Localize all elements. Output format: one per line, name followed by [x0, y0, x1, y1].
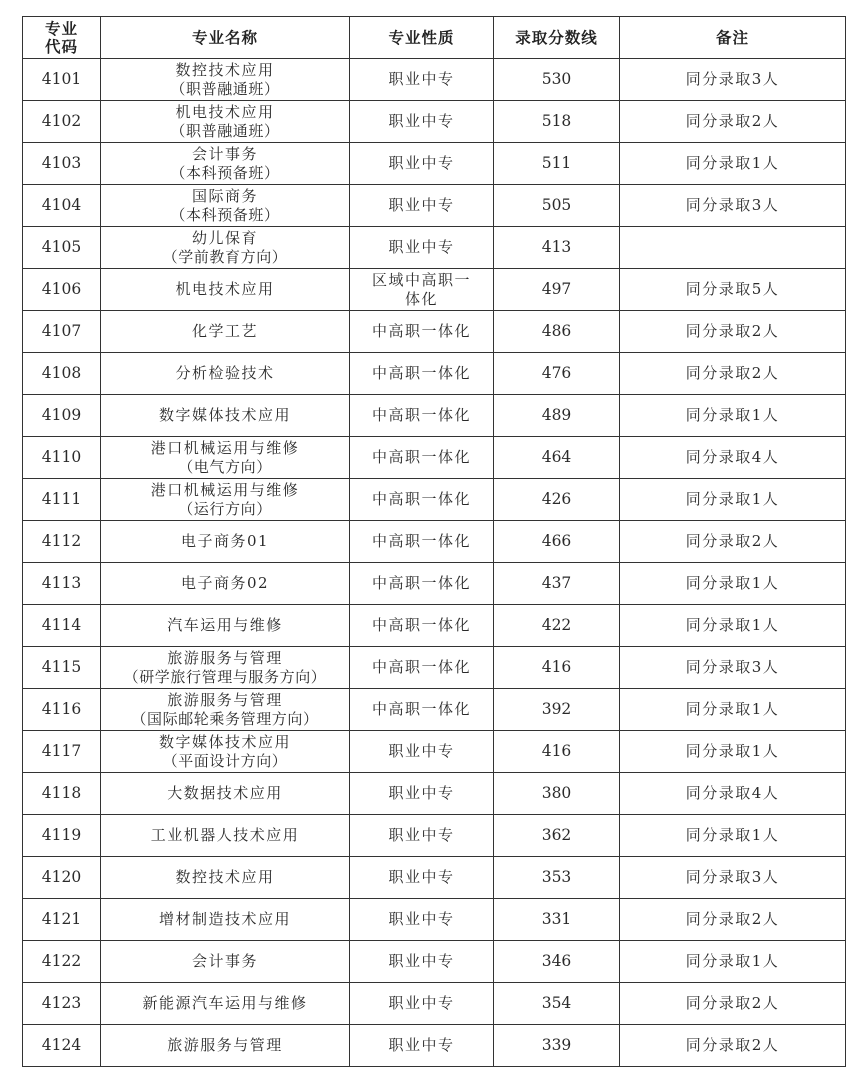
major-name-cell: [101, 773, 350, 815]
major-name-subtitle: （运行方向）: [178, 499, 272, 518]
table-row: [23, 59, 846, 101]
major-nature-cell: [350, 1025, 494, 1067]
major-code-cell: 4106: [23, 269, 101, 311]
table-row: [23, 479, 846, 521]
remark-cell: 同分录取1人: [620, 689, 846, 731]
major-nature-cell: [350, 563, 494, 605]
major-name-cell: [101, 437, 350, 479]
major-name-text: 会计事务: [191, 145, 258, 163]
major-name-text: 化学工艺: [191, 322, 258, 341]
major-code-cell: 4103: [23, 143, 101, 185]
remark-cell: 同分录取4人: [620, 437, 846, 479]
major-name-subtitle: （学前教育方向）: [162, 247, 288, 266]
table-row: [23, 353, 846, 395]
remark-cell: 同分录取5人: [620, 269, 846, 311]
header-remark: 备注: [620, 17, 846, 59]
major-code-cell: 4115: [23, 647, 101, 689]
major-nature-cell: [350, 227, 494, 269]
header-major-name: 专业名称: [101, 17, 350, 59]
header-major-nature: 专业性质: [350, 17, 494, 59]
major-nature-cell: [350, 311, 494, 353]
major-name-text: 数控技术应用: [175, 61, 275, 79]
table-row: [23, 1025, 846, 1067]
table-header: [23, 17, 846, 59]
remark-cell: 同分录取2人: [620, 899, 846, 941]
remark-cell: 同分录取1人: [620, 395, 846, 437]
major-name-text: 幼儿保育: [191, 229, 258, 247]
document-page: [22, 16, 845, 1067]
admission-score-cell: 497: [494, 269, 620, 311]
major-nature-cell: [350, 605, 494, 647]
remark-cell: 同分录取3人: [620, 647, 846, 689]
major-nature-text: 职业中专: [388, 784, 455, 803]
major-name-subtitle: （电气方向）: [178, 457, 272, 476]
major-nature-cell: [350, 731, 494, 773]
major-name-cell: [101, 899, 350, 941]
admission-score-cell: 362: [494, 815, 620, 857]
major-name-cell: [101, 815, 350, 857]
major-nature-text: 中高职一体化: [371, 658, 471, 677]
major-name-cell: [101, 731, 350, 773]
major-name-subtitle: （职普融通班）: [170, 121, 280, 140]
major-name-text: 机电技术应用: [175, 103, 275, 121]
major-code-cell: 4121: [23, 899, 101, 941]
major-code-cell: 4117: [23, 731, 101, 773]
remark-cell: 同分录取1人: [620, 815, 846, 857]
admission-score-cell: 466: [494, 521, 620, 563]
table-row: [23, 731, 846, 773]
remark-cell: 同分录取1人: [620, 605, 846, 647]
admission-score-cell: 518: [494, 101, 620, 143]
major-nature-text: 中高职一体化: [371, 616, 471, 635]
major-nature-text: 职业中专: [388, 154, 455, 173]
admission-score-cell: 392: [494, 689, 620, 731]
major-nature-text: 职业中专: [388, 910, 455, 929]
major-name-text: 电子商务01: [180, 532, 270, 551]
admission-score-cell: 422: [494, 605, 620, 647]
admission-score-cell: 353: [494, 857, 620, 899]
major-nature-cell: [350, 773, 494, 815]
header-major-code: [23, 17, 101, 59]
major-code-cell: 4111: [23, 479, 101, 521]
major-name-subtitle: （本科预备班）: [170, 205, 280, 224]
major-name-text: 电子商务02: [180, 574, 270, 593]
major-nature-text: 中高职一体化: [371, 490, 471, 509]
table-row: [23, 983, 846, 1025]
remark-cell: 同分录取1人: [620, 563, 846, 605]
major-name-text: 会计事务: [191, 952, 258, 971]
major-nature-cell: [350, 143, 494, 185]
table-row: [23, 437, 846, 479]
major-name-text: 机电技术应用: [175, 280, 275, 299]
major-nature-cell: [350, 689, 494, 731]
table-row: [23, 395, 846, 437]
table-row: [23, 773, 846, 815]
remark-cell: 同分录取3人: [620, 857, 846, 899]
major-name-cell: [101, 563, 350, 605]
table-row: [23, 941, 846, 983]
major-nature-text: 职业中专: [388, 112, 455, 131]
admission-score-cell: 354: [494, 983, 620, 1025]
major-code-cell: 4118: [23, 773, 101, 815]
admission-score-cell: 339: [494, 1025, 620, 1067]
major-code-cell: 4102: [23, 101, 101, 143]
major-name-text: 汽车运用与维修: [167, 616, 283, 635]
major-name-cell: [101, 521, 350, 563]
major-nature-cell: [350, 899, 494, 941]
major-name-text: 大数据技术应用: [167, 784, 283, 803]
major-name-text: 旅游服务与管理: [167, 649, 283, 667]
header-admission-score: 录取分数线: [494, 17, 620, 59]
admission-score-cell: 511: [494, 143, 620, 185]
major-name-cell: [101, 395, 350, 437]
major-code-cell: 4119: [23, 815, 101, 857]
table-row: [23, 605, 846, 647]
table-row: [23, 647, 846, 689]
major-name-text: 数控技术应用: [175, 868, 275, 887]
major-code-cell: 4122: [23, 941, 101, 983]
major-name-cell: [101, 983, 350, 1025]
remark-cell: 同分录取1人: [620, 143, 846, 185]
major-code-cell: 4107: [23, 311, 101, 353]
major-nature-text: 中高职一体化: [371, 364, 471, 383]
major-name-subtitle: （平面设计方向）: [162, 751, 288, 770]
table-row: [23, 521, 846, 563]
major-code-cell: 4124: [23, 1025, 101, 1067]
major-nature-cell: [350, 815, 494, 857]
major-nature-text: 职业中专: [388, 238, 455, 257]
major-nature-text: 中高职一体化: [371, 532, 471, 551]
major-name-cell: [101, 227, 350, 269]
major-nature-text: 区域中高职一: [371, 271, 471, 289]
major-code-cell: 4120: [23, 857, 101, 899]
major-name-subtitle: （本科预备班）: [170, 163, 280, 182]
table-row: [23, 689, 846, 731]
major-nature-text: 职业中专: [388, 70, 455, 89]
major-code-cell: 4114: [23, 605, 101, 647]
major-name-cell: [101, 647, 350, 689]
major-name-cell: [101, 479, 350, 521]
major-name-text: 港口机械运用与维修: [150, 481, 300, 499]
major-code-cell: 4105: [23, 227, 101, 269]
major-code-cell: 4104: [23, 185, 101, 227]
major-name-cell: [101, 605, 350, 647]
admission-score-cell: 416: [494, 731, 620, 773]
major-name-text: 分析检验技术: [175, 364, 275, 383]
table-body: [23, 59, 846, 1067]
header-major-code-line1: 专业: [44, 19, 78, 38]
major-name-cell: [101, 101, 350, 143]
major-name-text: 旅游服务与管理: [167, 691, 283, 709]
admission-score-cell: 486: [494, 311, 620, 353]
major-name-cell: [101, 353, 350, 395]
major-nature-cell: [350, 101, 494, 143]
major-name-text: 旅游服务与管理: [167, 1036, 283, 1055]
major-nature-text: 中高职一体化: [371, 700, 471, 719]
major-name-text: 港口机械运用与维修: [150, 439, 300, 457]
admission-score-cell: 416: [494, 647, 620, 689]
remark-cell: 同分录取3人: [620, 185, 846, 227]
remark-cell: 同分录取1人: [620, 941, 846, 983]
major-nature-cell: [350, 857, 494, 899]
admission-score-cell: 331: [494, 899, 620, 941]
remark-cell: 同分录取2人: [620, 521, 846, 563]
header-row: [23, 17, 846, 59]
major-name-cell: [101, 59, 350, 101]
major-name-cell: [101, 185, 350, 227]
major-code-cell: 4116: [23, 689, 101, 731]
major-nature-cell: [350, 479, 494, 521]
admission-score-cell: 437: [494, 563, 620, 605]
table-row: [23, 311, 846, 353]
table-row: [23, 101, 846, 143]
major-nature-cell: [350, 59, 494, 101]
major-nature-cell: [350, 395, 494, 437]
admission-score-cell: 413: [494, 227, 620, 269]
major-code-cell: 4112: [23, 521, 101, 563]
major-name-subtitle: （职普融通班）: [170, 79, 280, 98]
major-nature-text: 职业中专: [388, 826, 455, 845]
table-row: [23, 563, 846, 605]
major-code-cell: 4101: [23, 59, 101, 101]
remark-cell: 同分录取2人: [620, 311, 846, 353]
admission-score-cell: 346: [494, 941, 620, 983]
major-nature-text: 职业中专: [388, 952, 455, 971]
table-row: [23, 815, 846, 857]
remark-cell: 同分录取2人: [620, 101, 846, 143]
admission-score-cell: 464: [494, 437, 620, 479]
major-nature-cell: [350, 521, 494, 563]
major-name-text: 工业机器人技术应用: [150, 826, 300, 845]
table-row: [23, 857, 846, 899]
remark-cell: [620, 227, 846, 269]
admission-score-cell: 476: [494, 353, 620, 395]
remark-cell: 同分录取3人: [620, 59, 846, 101]
major-name-cell: [101, 689, 350, 731]
major-nature-text: 职业中专: [388, 994, 455, 1013]
major-name-subtitle: （国际邮轮乘务管理方向）: [131, 709, 319, 728]
admission-score-cell: 426: [494, 479, 620, 521]
major-code-cell: 4113: [23, 563, 101, 605]
table-row: [23, 899, 846, 941]
major-name-cell: [101, 143, 350, 185]
major-nature-text: 中高职一体化: [371, 574, 471, 593]
major-name-cell: [101, 269, 350, 311]
major-nature-text: 中高职一体化: [371, 322, 471, 341]
major-nature-cell: [350, 269, 494, 311]
major-name-text: 新能源汽车运用与维修: [142, 994, 308, 1013]
header-major-code-line2: 代码: [44, 37, 78, 56]
admission-score-cell: 505: [494, 185, 620, 227]
admission-score-table: [22, 16, 846, 1067]
major-name-subtitle: （研学旅行管理与服务方向）: [123, 667, 327, 686]
major-name-cell: [101, 311, 350, 353]
major-nature-cell: [350, 353, 494, 395]
major-name-cell: [101, 941, 350, 983]
major-name-text: 国际商务: [191, 187, 258, 205]
major-nature-text: 中高职一体化: [371, 448, 471, 467]
major-nature-cell: [350, 647, 494, 689]
major-nature-continuation: 体化: [404, 289, 438, 308]
major-nature-cell: [350, 941, 494, 983]
table-row: [23, 143, 846, 185]
table-row: [23, 269, 846, 311]
major-name-cell: [101, 1025, 350, 1067]
major-nature-cell: [350, 437, 494, 479]
remark-cell: 同分录取4人: [620, 773, 846, 815]
admission-score-cell: 489: [494, 395, 620, 437]
admission-score-cell: 380: [494, 773, 620, 815]
major-nature-text: 职业中专: [388, 868, 455, 887]
remark-cell: 同分录取1人: [620, 731, 846, 773]
remark-cell: 同分录取2人: [620, 1025, 846, 1067]
major-nature-cell: [350, 983, 494, 1025]
major-code-cell: 4123: [23, 983, 101, 1025]
major-nature-cell: [350, 185, 494, 227]
major-name-text: 数字媒体技术应用: [158, 733, 291, 751]
major-code-cell: 4109: [23, 395, 101, 437]
major-code-cell: 4110: [23, 437, 101, 479]
table-row: [23, 185, 846, 227]
major-nature-text: 中高职一体化: [371, 406, 471, 425]
table-row: [23, 227, 846, 269]
major-name-text: 数字媒体技术应用: [158, 406, 291, 425]
remark-cell: 同分录取2人: [620, 983, 846, 1025]
admission-score-cell: 530: [494, 59, 620, 101]
major-code-cell: 4108: [23, 353, 101, 395]
major-nature-text: 职业中专: [388, 1036, 455, 1055]
major-nature-text: 职业中专: [388, 196, 455, 215]
major-name-text: 增材制造技术应用: [158, 910, 291, 929]
remark-cell: 同分录取1人: [620, 479, 846, 521]
major-nature-text: 职业中专: [388, 742, 455, 761]
major-name-cell: [101, 857, 350, 899]
remark-cell: 同分录取2人: [620, 353, 846, 395]
